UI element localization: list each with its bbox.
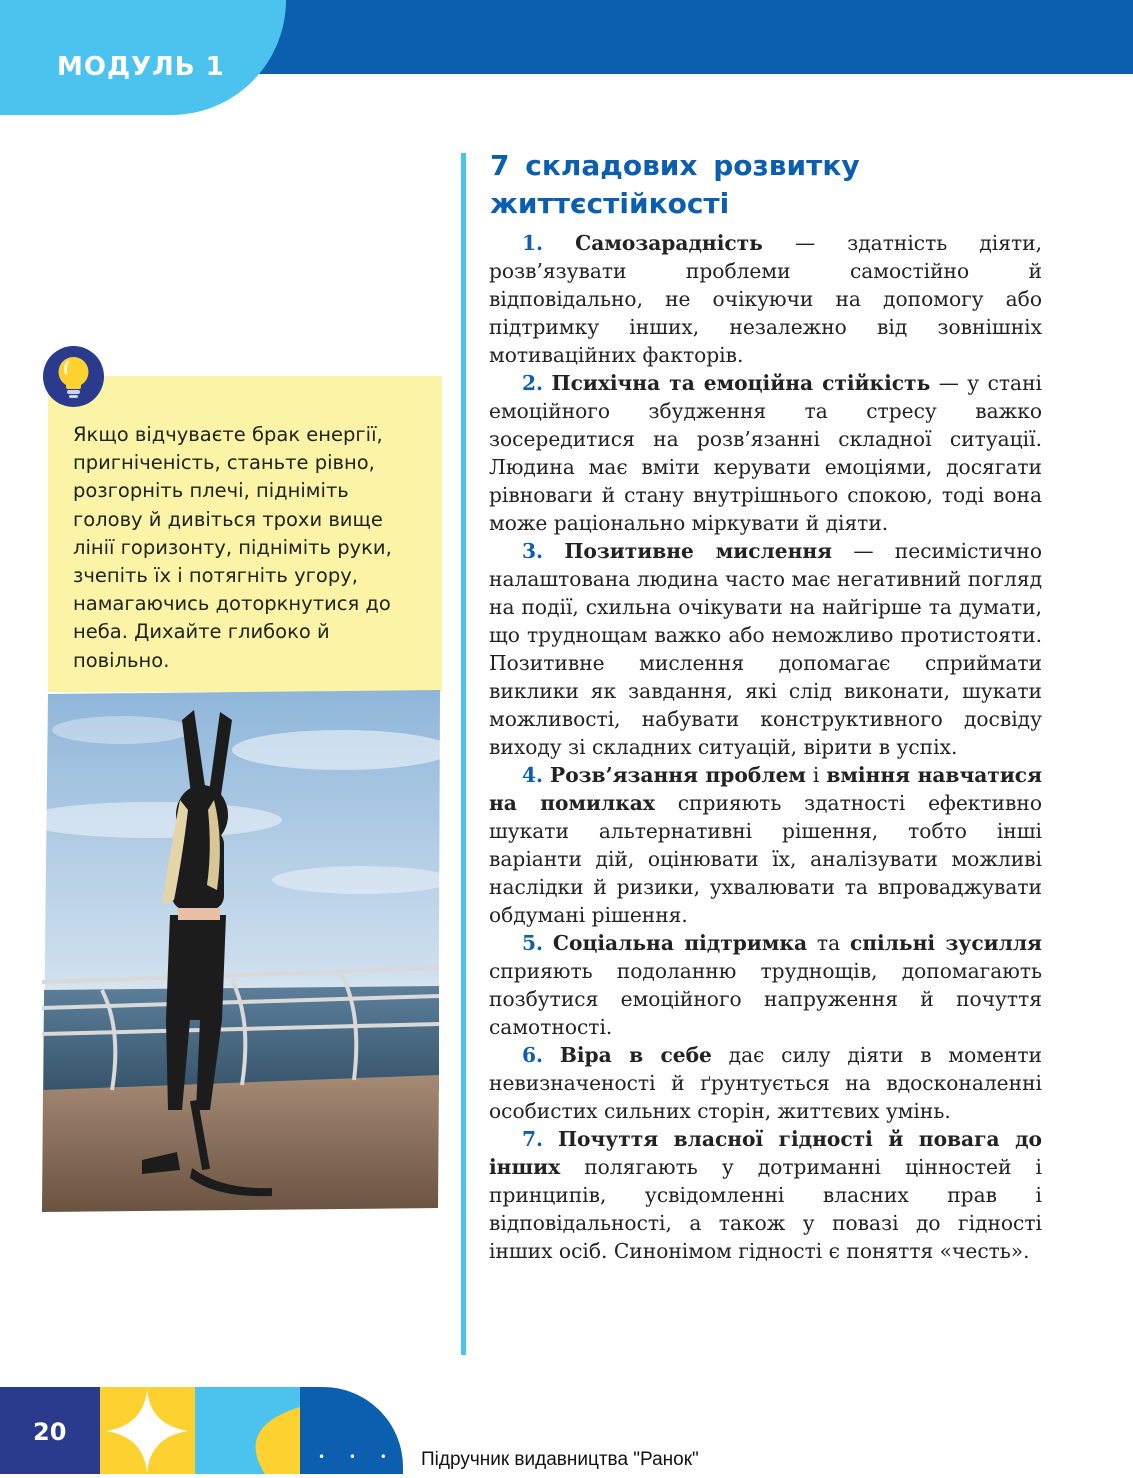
list-item: 7. Почуття власної гідності й повага до інших полягають у дотриманні цінностей і принципів, усвідомленні власних прав і відповідальності, а також у повазі до гідності інших осіб. Синонімом гідності є поняття «честь».	[489, 1127, 1042, 1263]
components-list	[489, 229, 1042, 1265]
section-title-line-1: 7 складових розвитку	[490, 149, 860, 182]
section-title	[490, 147, 1050, 223]
section-accent-line	[461, 153, 466, 1355]
page-number: 20	[33, 1418, 67, 1446]
list-item: 6. Віра в себе дає силу діяти в моменти невизначеності й ґрунтується на вдосконаленні особистих сильних сторін, життєвих умінь.	[489, 1043, 1042, 1123]
list-item: 3. Позитивне мислення — песимістично налаштована людина часто має негативний погляд на події, схильна очікувати на найгірше та думати, що труднощам важко або неможливо протистояти. Позитивне мислення допомагає сприймати виклики як завдання, які слід виконати, шукати можливості, набувати конструктивного досвіду виходу зі складних ситуацій, вірити в успіх.	[489, 539, 1042, 759]
woman-stretching-photo	[42, 690, 440, 1212]
lightbulb-icon	[43, 346, 104, 407]
module-tab	[0, 0, 286, 115]
list-item: 4. Розв’язання проблем і вміння навчатися на помилках сприяють здатності ефективно шукати альтернативні рішення, тобто інші варіанти дій, оцінювати їх, аналізувати можливі наслідки й ризики, ухвалювати та впроваджувати обдумані рішення.	[489, 763, 1042, 927]
list-item: 5. Соціальна підтримка та спільні зусилля сприяють подоланню труднощів, допомагають позбутися емоційного напруження й почуття самотності.	[489, 931, 1042, 1039]
leaf-decor	[195, 1387, 300, 1474]
sparkle-icon	[100, 1387, 195, 1474]
section-title-line-2: життєстійкості	[490, 187, 730, 220]
dots-decor: • • • •	[318, 1450, 428, 1464]
publisher-text: Підручник видавництва "Ранок"	[421, 1449, 699, 1470]
tip-text: Якщо відчуваєте брак енергії, пригніченість, станьте рівно, розгорніть плечі, підніміть голову й дивіться трохи вище лінії горизонту, підніміть руки, зчепіть їх і потягніть угору, намагаючись доторкнутися до неба. Дихайте глибоко й повільно.	[73, 423, 392, 672]
page-number-tile	[0, 1387, 100, 1474]
list-item: 1. Самозарадність — здатність діяти, розв’язувати проблеми самостійно й відповідально, не очікуючи на допомогу або підтримку інших, незалежно від зовнішніх мотиваційних факторів.	[489, 231, 1043, 367]
list-item: 2. Психічна та емоційна стійкість — у стані емоційного збудження та стресу важко зосередитися на розв’язанні складної ситуації. Людина має вміти керувати емоціями, досягати рівноваги й стану внутрішнього спокою, тоді вона може раціонально міркувати й діяти.	[489, 371, 1042, 535]
module-label: МОДУЛЬ 1	[57, 52, 225, 82]
